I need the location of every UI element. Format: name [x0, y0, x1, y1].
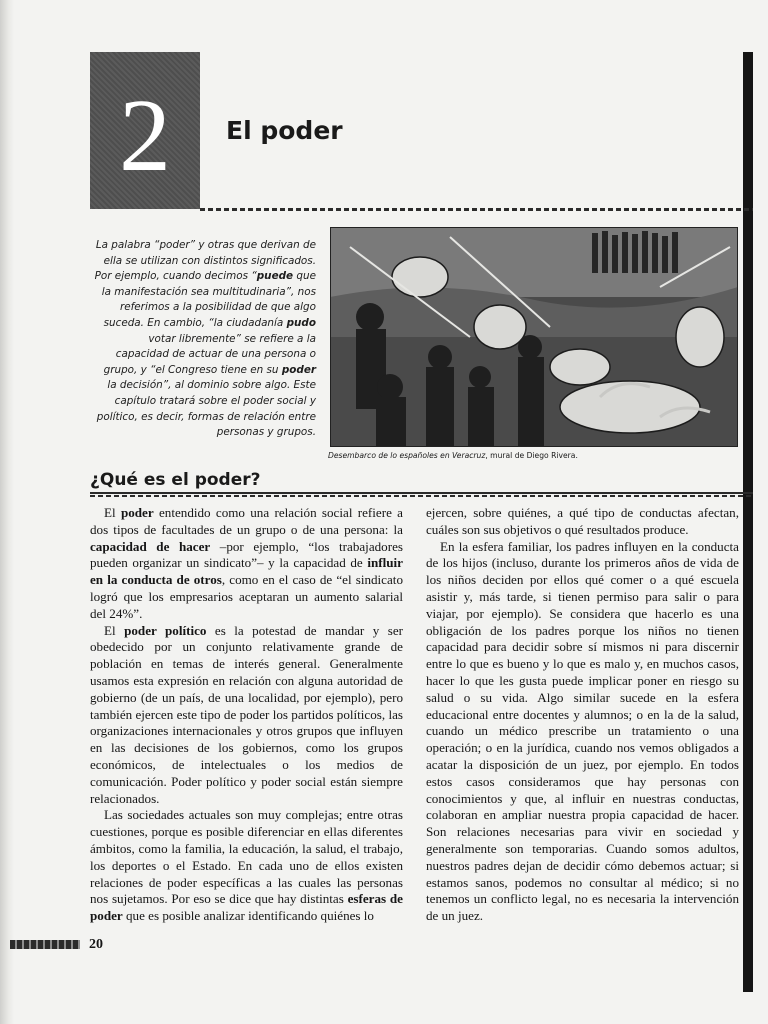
mural-image	[330, 227, 738, 447]
chapter-title: El poder	[226, 116, 343, 145]
mural-illustration	[330, 227, 738, 447]
body-paragraph	[90, 807, 403, 925]
page-number: 20	[89, 937, 103, 952]
caption-title: Desembarco de lo españoles en Veracruz	[328, 451, 486, 460]
body-paragraph	[90, 623, 403, 808]
intro-emphasis: poder	[281, 363, 316, 376]
key-term: poder político	[124, 622, 207, 638]
body-text: El	[104, 622, 125, 638]
body-text: El	[104, 505, 121, 520]
body-text: que es posible analizar identificando quiénes lo	[122, 908, 374, 924]
body-paragraph	[90, 505, 403, 623]
body-text: , como en el caso de “el sindicato logró que los empresarios aceptaran un aumento salarial del 24%”.	[90, 572, 403, 621]
page-edge-bar	[743, 52, 753, 992]
key-term: poder	[120, 505, 154, 520]
section-rule	[90, 492, 753, 494]
footer-strip	[10, 940, 80, 949]
body-text: es la potestad de mandar y ser obedecido por un conjunto relativamente grande de población en temas de interés general. Generalmente usamos esta expresión en relación con alguna autoridad de gobierno (de un país, de una localidad, por ejemplo), pero también ejercen este tipo de poder los partidos políticos, las organizaciones internacionales y otros grupos que influyen en las decisiones de los gobiernos, como los grupos económicos, de intelectuales o los medios de comunicación. Poder político y poder social están siempre relacionados.	[90, 622, 403, 806]
body-text: –por ejemplo, “los trabajadores pueden organizar un sindicato”– y la capacidad de	[90, 538, 403, 571]
intro-paragraph	[94, 238, 316, 441]
body-text: ejercen, sobre quiénes, a qué tipo de conductas afectan, cuáles son sus objetivos o qué resultados produce.	[426, 505, 739, 537]
section-heading: ¿Qué es el poder?	[90, 470, 261, 490]
intro-text: la decisión”, al dominio sobre algo. Este capítulo tratará sobre el poder social y político, es decir, formas de relación entre personas y grupos.	[96, 379, 316, 439]
body-paragraph	[426, 539, 739, 925]
intro-emphasis: puede	[256, 270, 294, 283]
left-column	[90, 505, 403, 925]
intro-text: La palabra “poder” y otras que derivan de ella se utilizan con distintos significados. Por ejemplo, cuando decimos “	[94, 239, 316, 283]
right-column	[426, 505, 739, 925]
intro-text: votar libremente” se refiere a la capacidad de actuar de una persona o grupo, y “el Congreso tiene en su	[103, 332, 316, 376]
figure-caption	[328, 451, 748, 460]
section-rule-dashed	[90, 495, 753, 497]
key-term: influir en la conducta de otros	[90, 555, 403, 588]
body-text: entendido como una relación social refiere a dos tipos de facultades de un grupo o de una persona: la	[90, 505, 403, 537]
header-rule	[200, 208, 753, 211]
body-text: Las sociedades actuales son muy complejas; entre otras cuestiones, porque es posible diferenciar en ellas diferentes ámbitos, como la familia, la educación, la salud, el trabajo, los deportes o el Estado. En cada uno de ellos existen relaciones de poder específicas a las cuales las personas nos sujetamos. Por eso se dice que hay distintas	[90, 807, 403, 907]
caption-rest: , mural de Diego Rivera.	[485, 451, 578, 460]
intro-text: que la manifestación sea multitudinaria”, nos referimos a la posibilidad de que algo suceda. En cambio, “la ciudadanía	[101, 270, 316, 329]
key-term: capacidad de hacer	[90, 538, 211, 554]
body-text: En la esfera familiar, los padres influyen en la conducta de los hijos (incluso, durante los primeros años de vida de los niños deciden por ellos qué comer o a qué escuela asistir y, más tarde, si tienen permiso para salir o para viajar, por ejemplo). Se considera que hacerlo es una obligación de los padres porque los niños no tienen capacidad para decidir sobre sí mismos ni para discernir entre lo que es bueno y lo que es malo y, en muchos casos, hacer lo que les gusta puede implicar poner en riesgo su salud o su vida. Algo similar sucede en la esfera educacional entre docentes y alumnos; o en la de la salud, cuando un médico prescribe un tratamiento o una operación; o en la jurídica, cuando nos vemos obligados a acatar la disposición de un juez, por ejemplo. En todos estos casos consideramos que hay personas con conocimientos y que, al influir en nuestras conductas, colaboran en ampliar nuestra propia capacidad de hacer. Son relaciones necesarias para vivir en sociedad y generalmente son temporarias. Cuando somos adultos, nuestros padres dejan de decidir cómo debemos actuar; si estamos sanos, podemos no consultar al médico; si no tenemos un conflicto legal, no es necesaria la intervención de un juez.	[426, 538, 739, 924]
page-edge	[0, 0, 14, 1024]
chapter-number-box	[90, 52, 200, 209]
key-term: esferas de poder	[90, 891, 403, 924]
body-paragraph	[426, 505, 739, 539]
chapter-number: 2	[119, 77, 171, 193]
intro-emphasis: pudo	[286, 316, 316, 329]
